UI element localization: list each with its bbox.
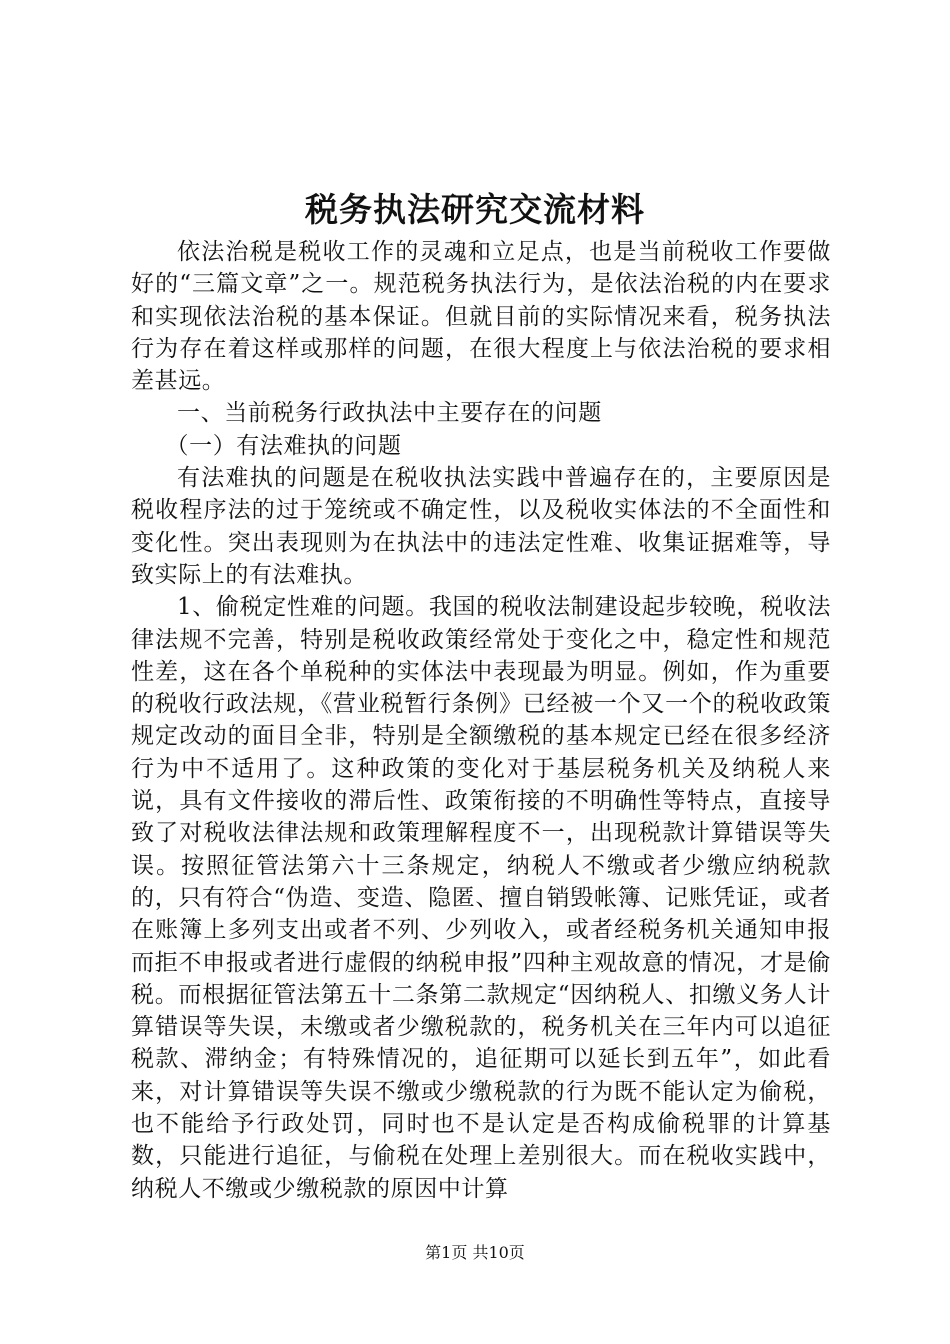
document-title: 税务执法研究交流材料	[305, 190, 645, 229]
section-heading: 一、当前税务行政执法中主要存在的问题	[177, 400, 602, 427]
page-number-footer: 第1页 共10页	[425, 1243, 525, 1262]
subsection-heading: （一）有法难执的问题	[165, 432, 402, 459]
document-body	[131, 236, 831, 1205]
paragraph-difficulty: 有法难执的问题是在税收执法实践中普遍存在的，主要原因是税收程序法的过于笼统或不确定性，以及税收实体法的不全面性和变化性。突出表现则为在执法中的违法定性难、收集证据难等，导致实际上的有法难执。	[131, 465, 831, 588]
paragraph-tax-evasion: 1、偷税定性难的问题。我国的税收法制建设起步较晚，税收法律法规不完善，特别是税收政策经常处于变化之中，稳定性和规范性差，这在各个单税种的实体法中表现最为明显。例如，作为重要的税收行政法规，《营业税暂行条例》已经被一个又一个的税收政策规定改动的面目全非，特别是全额缴税的基本规定已经在很多经济行为中不适用了。这种政策的变化对于基层税务机关及纳税人来说，具有文件接收的滞后性、政策衔接的不明确性等特点，直接导致了对税收法律法规和政策理解程度不一，出现税款计算错误等失误。按照征管法第六十三条规定，纳税人不缴或者少缴应纳税款的，只有符合“伪造、变造、隐匿、擅自销毁帐簿、记账凭证，或者在账簿上多列支出或者不列、少列收入，或者经税务机关通知申报而拒不申报或者进行虚假的纳税申报”四种主观故意的情况，才是偷税。而根据征管法第五十二条第二款规定“因纳税人、扣缴义务人计算错误等失误，未缴或者少缴税款的，税务机关在三年内可以追征税款、滞纳金；有特殊情况的，追征期可以延长到五年”，如此看来，对计算错误等失误不缴或少缴税款的行为既不能认定为偷税，也不能给予行政处罚，同时也不是认定是否构成偷税罪的计算基数，只能进行追征，与偷税在处理上差别很大。而在税收实践中，纳税人不缴或少缴税款的原因中计算	[131, 594, 831, 1202]
paragraph-intro: 依法治税是税收工作的灵魂和立足点，也是当前税收工作要做好的“三篇文章”之一。规范税务执法行为，是依法治税的内在要求和实现依法治税的基本保证。但就目前的实际情况来看，税务执法行为存在着这样或那样的问题，在很大程度上与依法治税的要求相差甚远。	[131, 239, 831, 395]
